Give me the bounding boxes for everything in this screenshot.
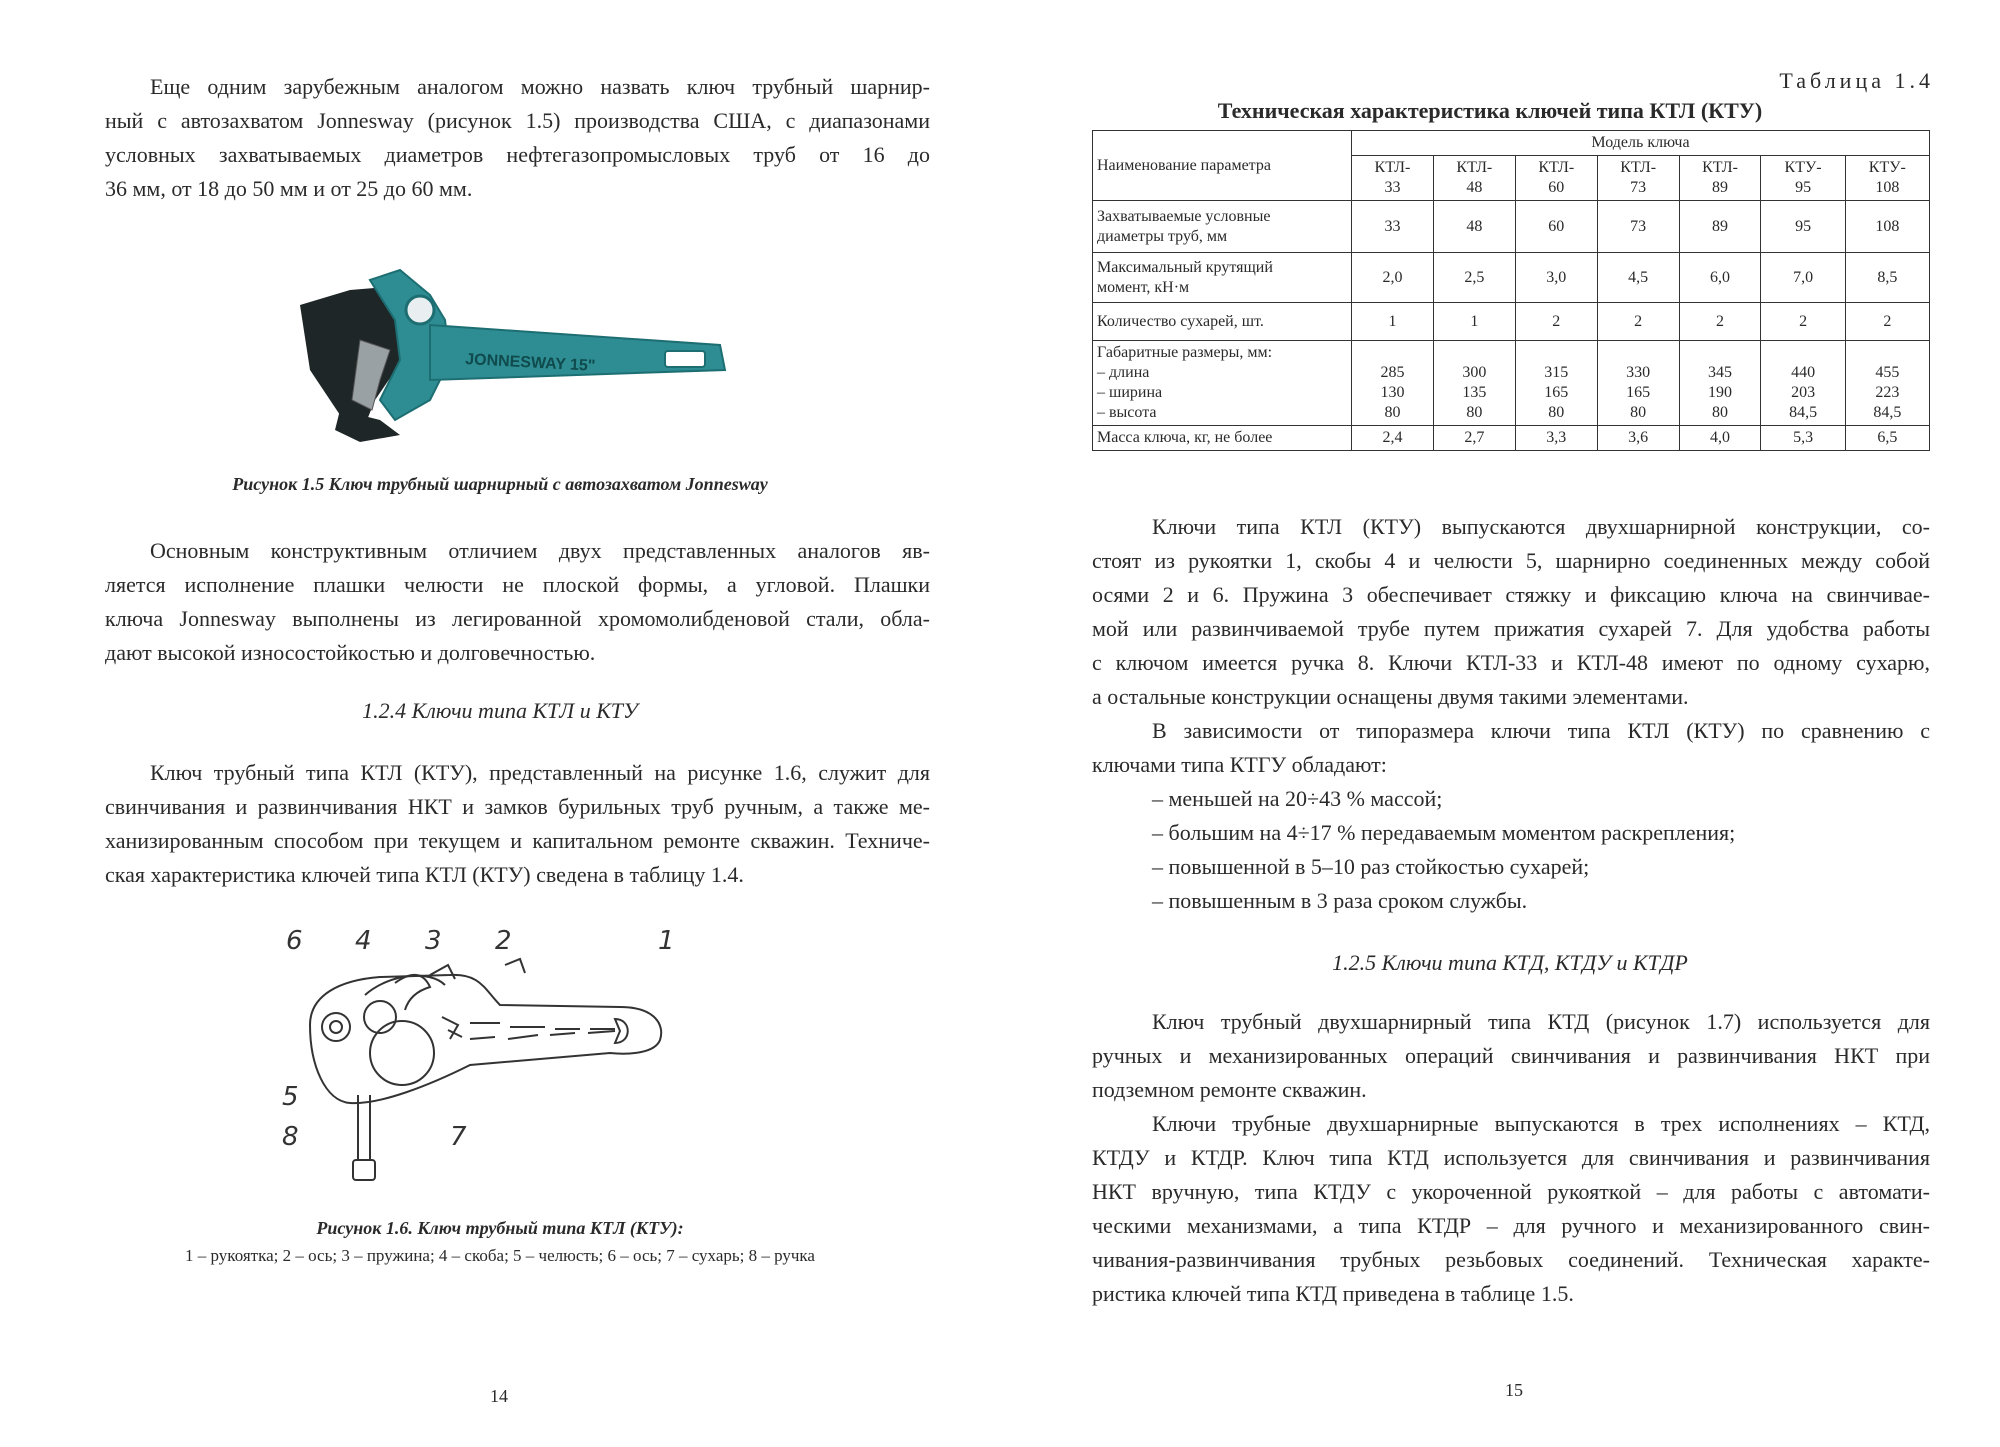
table-cell: 285 130 80 xyxy=(1352,341,1434,426)
left-paragraph-1: Еще одним зарубежным аналогом можно назвать ключ трубный шарнир- ный с автозахватом Jonnesway (рисунок 1.5) производства США, с диапазонами условных захватываемых диаметров нефтегазопромысловых труб от 16 до 36 мм, от 18 до 50 мм и от 25 до 60 мм. xyxy=(105,74,930,201)
table-cell: 6,0 xyxy=(1679,253,1761,303)
section-heading-1-2-4: 1.2.4 Ключи типа КТЛ и КТУ xyxy=(362,698,638,723)
table-cell: 95 xyxy=(1761,201,1845,253)
table-cell: 7,0 xyxy=(1761,253,1845,303)
table-cell: 48 xyxy=(1433,201,1515,253)
left-paragraph-3: Ключ трубный типа КТЛ (КТУ), представленный на рисунке 1.6, служит для свинчивания и развинчивания НКТ и замков бурильных труб ручным, а также ме- ханизированным способом при текущем и капитальном ремонте скважин. Техниче- ская характеристика ключей типа КТЛ (КТУ) сведена в таблицу 1.4. xyxy=(105,760,930,887)
figure-1-6-caption: Рисунок 1.6. Ключ трубный типа КТЛ (КТУ): xyxy=(316,1218,684,1238)
drawing-outline xyxy=(310,959,661,1180)
table-row xyxy=(1093,253,1930,303)
model-cell: КТЛ- 73 xyxy=(1597,156,1679,201)
row-name: Габаритные размеры, мм: – длина – ширина – высота xyxy=(1093,341,1352,426)
jonnesway-wrench-photo xyxy=(280,250,740,450)
ktl-wrench-drawing xyxy=(270,915,770,1210)
table-cell: 2 xyxy=(1515,303,1597,341)
table-row xyxy=(1093,201,1930,253)
model-cell: КТУ- 108 xyxy=(1845,156,1929,201)
table-cell: 1 xyxy=(1433,303,1515,341)
label-8: 8 xyxy=(282,1122,299,1152)
table-cell: 2,0 xyxy=(1352,253,1434,303)
spec-table-1-4 xyxy=(1092,130,1930,451)
table-cell: 8,5 xyxy=(1845,253,1929,303)
table-cell: 2 xyxy=(1597,303,1679,341)
table-cell: 3,0 xyxy=(1515,253,1597,303)
wrench-marking: JONNESWAY 15" xyxy=(464,351,596,375)
table-cell: 2 xyxy=(1845,303,1929,341)
right-paragraph-4: Ключи трубные двухшарнирные выпускаются в трех исполнениях – КТД, КТДУ и КТДР. Ключ типа КТД используется для свинчивания и развинчивания НКТ вручную, типа КТДУ с укороченной рукояткой – для работы с автомати- ческими механизмами, а типа КТДР – для ручного и механизированного свин- чивания-развинчивания трубных резьбовых соединений. Техническая характе- ристика ключей типа КТД приведена в таблице 1.5. xyxy=(1092,1111,1930,1306)
row-name: Масса ключа, кг, не более xyxy=(1093,426,1352,451)
table-cell: 2,4 xyxy=(1352,426,1434,451)
table-label: Таблица 1.4 xyxy=(1779,68,1934,93)
list-item: – меньшей на 20÷43 % массой; xyxy=(1152,786,1443,811)
figure-1-5-caption: Рисунок 1.5 Ключ трубный шарнирный с автозахватом Jonnesway xyxy=(232,474,768,494)
table-title: Техническая характеристика ключей типа КТЛ (КТУ) xyxy=(1217,98,1763,123)
table-cell: 73 xyxy=(1597,201,1679,253)
table-cell: 4,5 xyxy=(1597,253,1679,303)
table-header-row xyxy=(1093,131,1930,156)
right-paragraph-2: В зависимости от типоразмера ключи типа КТЛ (КТУ) по сравнению с ключами типа КТГУ обладают: xyxy=(1092,718,1930,777)
param-header: Наименование параметра xyxy=(1093,131,1352,201)
list-item: – большим на 4÷17 % передаваемым моментом раскрепления; xyxy=(1152,820,1736,845)
right-paragraph-1: Ключи типа КТЛ (КТУ) выпускаются двухшарнирной конструкции, со- стоят из рукоятки 1, скобы 4 и челюсти 5, шарнирно соединенных между собой осями 2 и 6. Пружина 3 обеспечивает стяжку и фиксацию ключа на свинчивае- мой или развинчиваемой трубе путем прижатия сухарей 7. Для удобства работы с ключом имеется ручка 8. Ключи КТЛ-33 и КТЛ-48 имеют по одному сухарю, а остальные конструкции оснащены двумя такими элементами. xyxy=(1092,514,1930,709)
model-cell: КТЛ- 48 xyxy=(1433,156,1515,201)
section-heading-1-2-5: 1.2.5 Ключи типа КТД, КТДУ и КТДР xyxy=(1332,950,1688,975)
table-cell: 33 xyxy=(1352,201,1434,253)
model-cell: КТУ- 95 xyxy=(1761,156,1845,201)
page-number-right: 15 xyxy=(1505,1380,1523,1400)
page-number-left: 14 xyxy=(490,1386,508,1406)
pivot-hole xyxy=(406,296,434,324)
row-name: Количество сухарей, шт. xyxy=(1093,303,1352,341)
table-row xyxy=(1093,426,1930,451)
table-cell: 3,6 xyxy=(1597,426,1679,451)
label-6: 6 xyxy=(286,926,303,956)
model-cell: КТЛ- 89 xyxy=(1679,156,1761,201)
list-item: – повышенной в 5–10 раз стойкостью сухарей; xyxy=(1152,854,1590,879)
table-cell: 315 165 80 xyxy=(1515,341,1597,426)
label-4: 4 xyxy=(355,926,372,956)
table-cell: 1 xyxy=(1352,303,1434,341)
table-cell: 440 203 84,5 xyxy=(1761,341,1845,426)
label-7: 7 xyxy=(450,1122,467,1152)
right-bullet-list xyxy=(1152,782,1930,918)
model-cell: КТЛ- 60 xyxy=(1515,156,1597,201)
table-cell: 5,3 xyxy=(1761,426,1845,451)
table-cell: 2 xyxy=(1761,303,1845,341)
label-1: 1 xyxy=(658,926,675,956)
table-row xyxy=(1093,341,1930,426)
label-2: 2 xyxy=(495,926,512,956)
handle-slot xyxy=(665,351,705,367)
table-cell: 6,5 xyxy=(1845,426,1929,451)
figure-1-6-legend: 1 – рукоятка; 2 – ось; 3 – пружина; 4 – скоба; 5 – челюсть; 6 – ось; 7 – сухарь; 8 – ручка xyxy=(185,1246,815,1265)
table-cell: 2 xyxy=(1679,303,1761,341)
table-cell: 3,3 xyxy=(1515,426,1597,451)
table-cell: 2,5 xyxy=(1433,253,1515,303)
table-cell: 60 xyxy=(1515,201,1597,253)
model-header: Модель ключа xyxy=(1352,131,1930,156)
table-cell: 455 223 84,5 xyxy=(1845,341,1929,426)
row-name: Захватываемые условные диаметры труб, мм xyxy=(1093,201,1352,253)
label-3: 3 xyxy=(425,926,442,956)
table-cell: 345 190 80 xyxy=(1679,341,1761,426)
label-5: 5 xyxy=(282,1082,299,1112)
table-cell: 300 135 80 xyxy=(1433,341,1515,426)
right-paragraph-3: Ключ трубный двухшарнирный типа КТД (рисунок 1.7) используется для ручных и механизированных операций свинчивания и развинчивания НКТ при подземном ремонте скважин. xyxy=(1092,1009,1930,1102)
model-cell: КТЛ- 33 xyxy=(1352,156,1434,201)
table-cell: 108 xyxy=(1845,201,1929,253)
table-cell: 4,0 xyxy=(1679,426,1761,451)
left-paragraph-2: Основным конструктивным отличием двух представленных аналогов яв- ляется исполнение плашки челюсти не плоской формы, а угловой. Плашки ключа Jonnesway выполнены из легированной хромомолибденовой стали, обла- дают высокой износостойкостью и долговечностью. xyxy=(105,538,930,665)
table-cell: 330 165 80 xyxy=(1597,341,1679,426)
list-item: – повышенным в 3 раза сроком службы. xyxy=(1152,888,1528,913)
table-cell: 89 xyxy=(1679,201,1761,253)
row-name: Максимальный крутящий момент, кН·м xyxy=(1093,253,1352,303)
table-row xyxy=(1093,303,1930,341)
table-cell: 2,7 xyxy=(1433,426,1515,451)
